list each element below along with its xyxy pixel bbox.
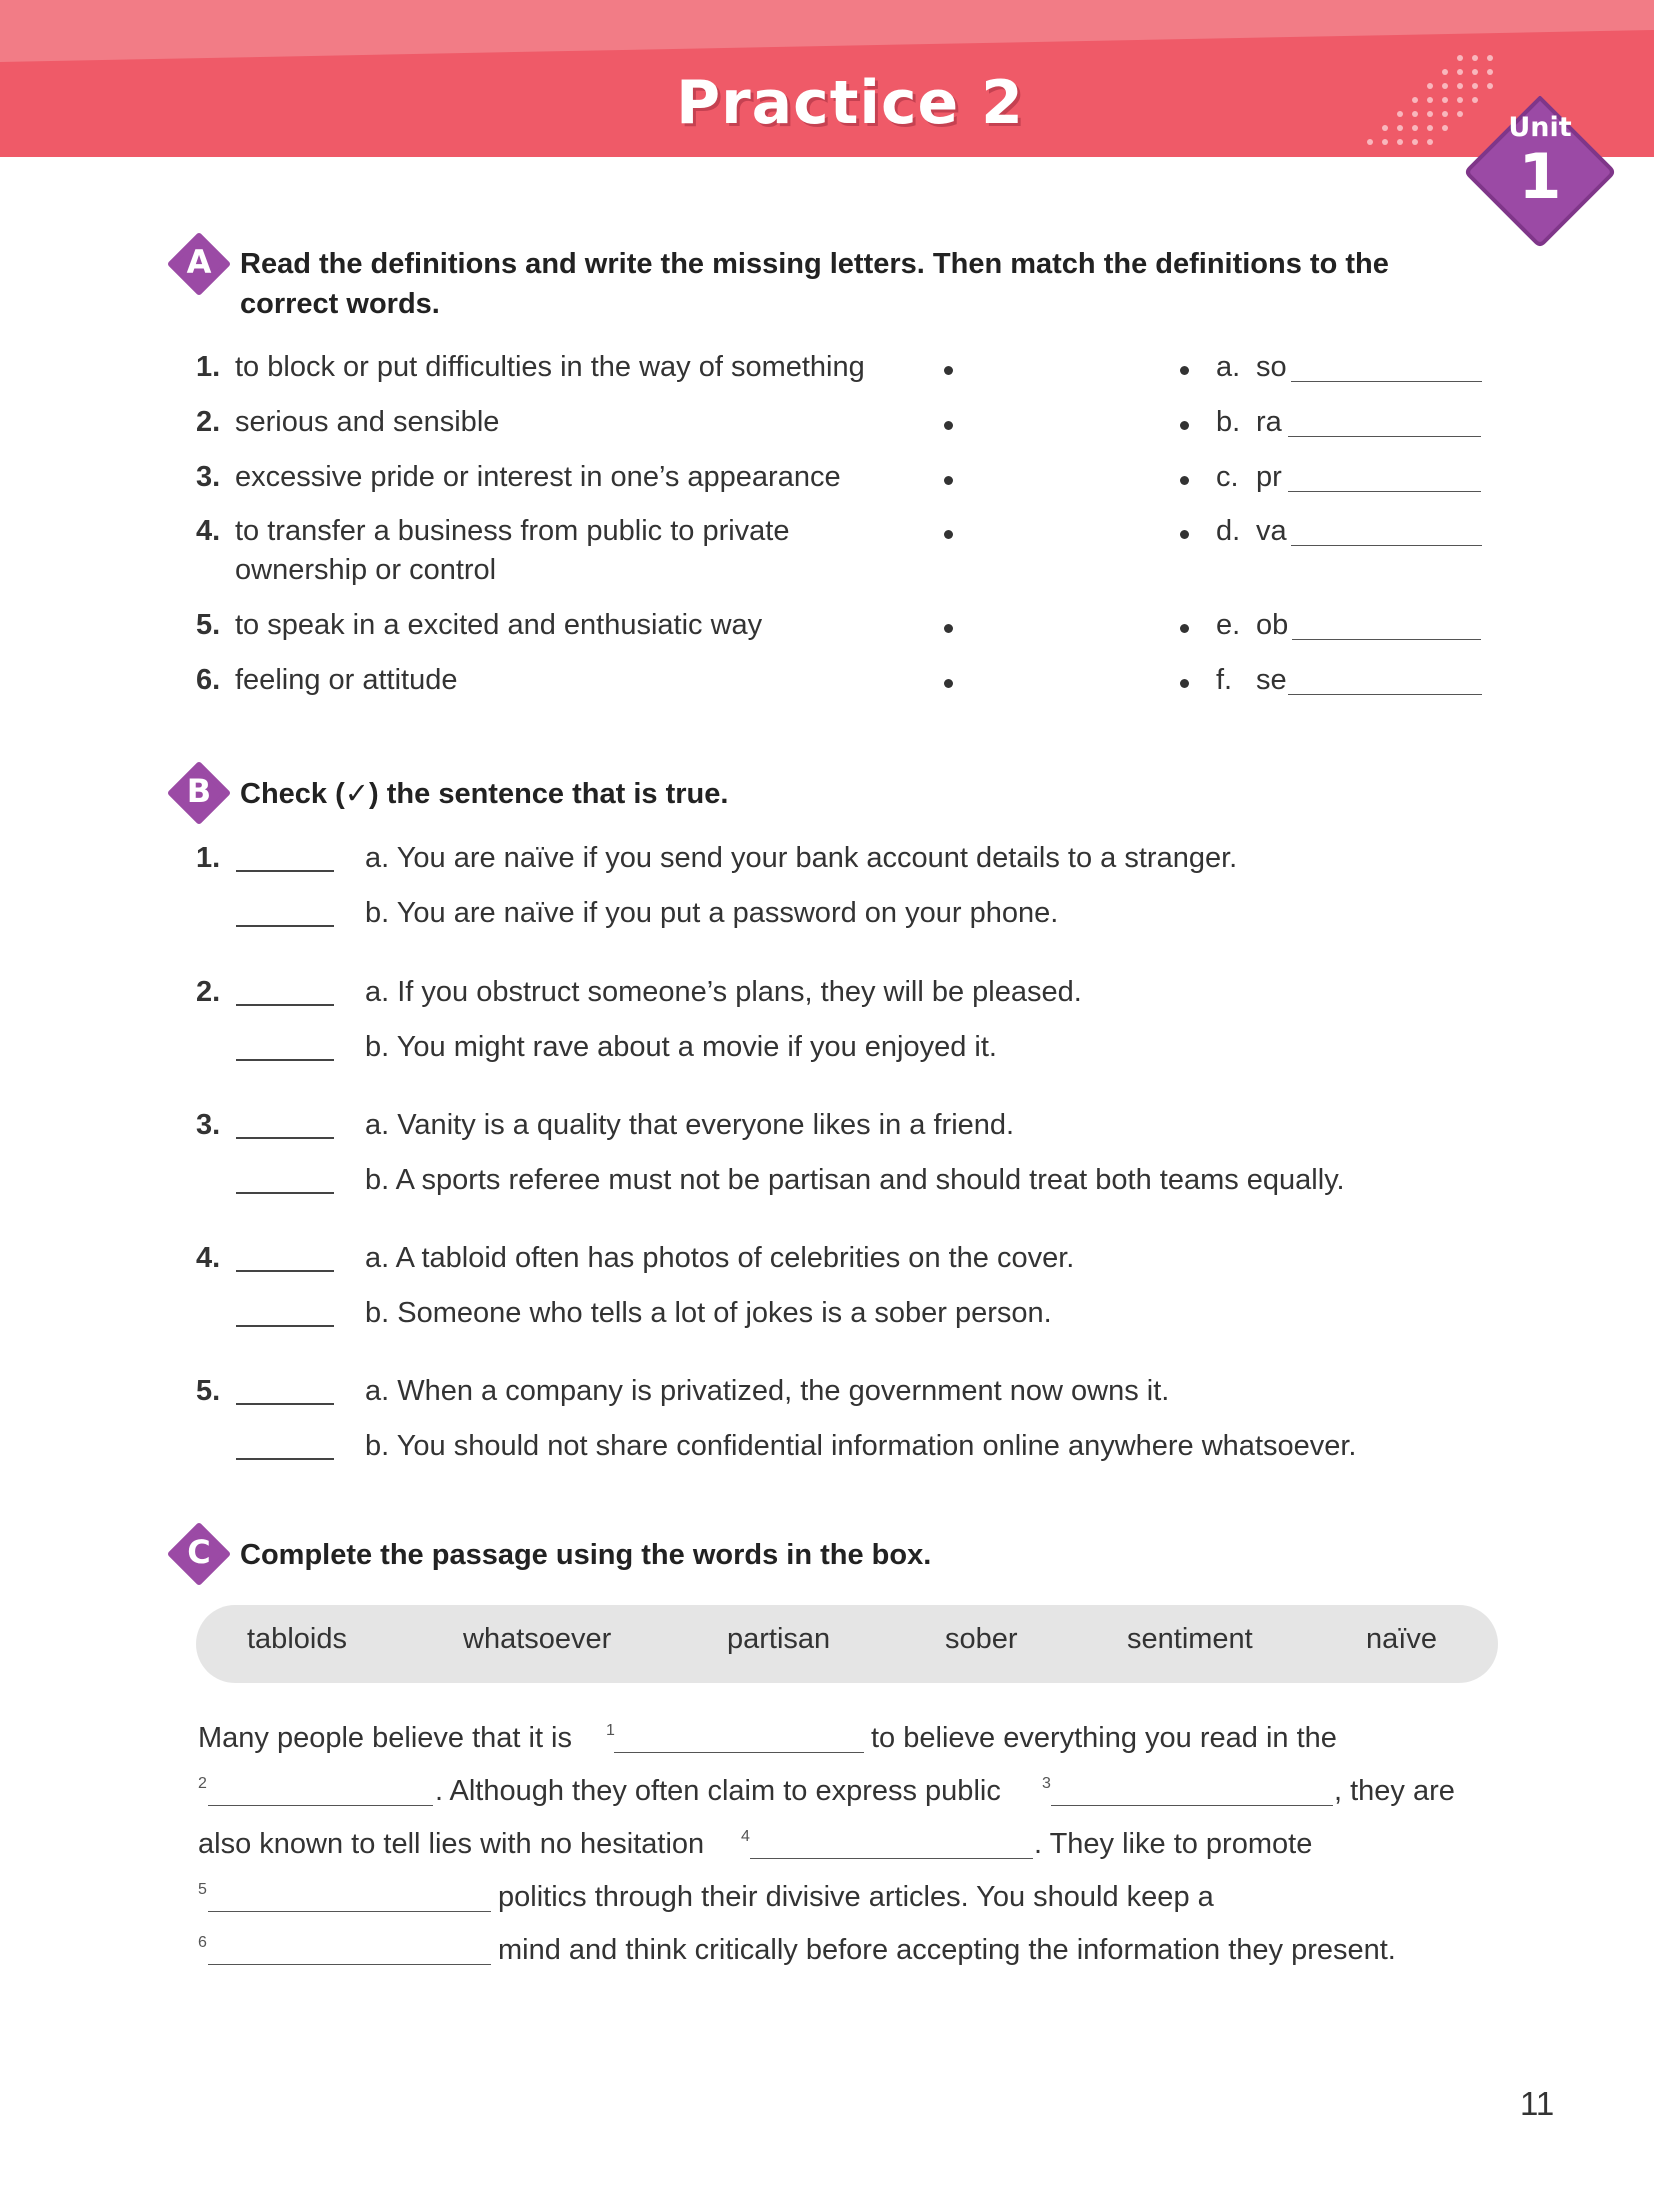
word-completion-blank[interactable] (1288, 694, 1482, 695)
check-option-b: b. You should not share confidential information online anywhere whatsoever. (365, 1430, 1357, 1462)
word-option-letter: b. (1216, 406, 1241, 438)
word-option-start: pr (1256, 461, 1282, 493)
check-option-b: b. A sports referee must not be partisan and should treat both teams equally. (365, 1164, 1345, 1196)
match-dot-right[interactable] (1180, 366, 1189, 375)
passage-text: to believe everything you read in the (871, 1722, 1337, 1754)
passage-text: also known to tell lies with no hesitation (198, 1828, 705, 1860)
blank-number: 2 (198, 1775, 207, 1792)
check-blank[interactable] (236, 1458, 334, 1460)
word-option-letter: d. (1216, 515, 1241, 547)
match-dot-left[interactable] (944, 624, 953, 633)
check-option-a: a. A tabloid often has photos of celebrities on the cover. (365, 1242, 1075, 1274)
blank-number: 6 (198, 1934, 207, 1951)
section-b-instruction: Check (✓) the sentence that is true. (240, 778, 729, 810)
word-box-item: partisan (727, 1623, 831, 1655)
match-dot-left[interactable] (944, 421, 953, 430)
check-option-b: b. Someone who tells a lot of jokes is a sober person. (365, 1297, 1052, 1329)
check-blank[interactable] (236, 1192, 334, 1194)
word-box-item: whatsoever (463, 1623, 612, 1655)
blank-number: 1 (606, 1722, 615, 1739)
word-option-start: so (1256, 351, 1287, 383)
word-option-letter: a. (1216, 351, 1241, 383)
match-dot-left[interactable] (944, 476, 953, 485)
passage-blank[interactable] (614, 1752, 864, 1753)
passage-blank[interactable] (750, 1858, 1033, 1859)
definition-text: feeling or attitude (235, 664, 458, 696)
check-blank[interactable] (236, 1059, 334, 1061)
check-option-a: a. If you obstruct someone’s plans, they will be pleased. (365, 976, 1082, 1008)
match-dot-right[interactable] (1180, 624, 1189, 633)
check-option-a: a. You are naïve if you send your bank account details to a stranger. (365, 842, 1238, 874)
passage-text: politics through their divisive articles. You should keep a (498, 1881, 1214, 1913)
check-blank[interactable] (236, 1325, 334, 1327)
passage-blank[interactable] (1051, 1805, 1333, 1806)
word-completion-blank[interactable] (1291, 545, 1482, 546)
word-box-item: tabloids (247, 1623, 347, 1655)
word-completion-blank[interactable] (1291, 381, 1482, 382)
definition-text: excessive pride or interest in one’s appearance (235, 461, 841, 493)
word-box (196, 1605, 1498, 1683)
section-a-instruction-line-2: correct words. (240, 288, 440, 320)
match-dot-left[interactable] (944, 530, 953, 539)
match-dot-right[interactable] (1180, 476, 1189, 485)
match-dot-right[interactable] (1180, 530, 1189, 539)
match-dot-left[interactable] (944, 366, 953, 375)
match-dot-left[interactable] (944, 679, 953, 688)
passage-blank[interactable] (208, 1911, 491, 1912)
check-item-number: 5. (196, 1375, 221, 1407)
word-option-letter: e. (1216, 609, 1241, 641)
definition-number: 4. (196, 515, 221, 547)
word-completion-blank[interactable] (1292, 639, 1481, 640)
passage-blank[interactable] (208, 1964, 491, 1965)
blank-number: 3 (1042, 1775, 1051, 1792)
check-option-b: b. You might rave about a movie if you enjoyed it. (365, 1031, 997, 1063)
word-option-letter: c. (1216, 461, 1239, 493)
check-blank[interactable] (236, 1403, 334, 1405)
passage-text: . Although they often claim to express public (435, 1775, 1001, 1807)
check-item-number: 3. (196, 1109, 221, 1141)
word-box-item: sentiment (1127, 1623, 1253, 1655)
check-blank[interactable] (236, 1137, 334, 1139)
passage-text: , they are (1334, 1775, 1455, 1807)
definition-number: 2. (196, 406, 221, 438)
word-completion-blank[interactable] (1288, 491, 1481, 492)
check-option-b: b. You are naïve if you put a password on your phone. (365, 897, 1059, 929)
passage-text: mind and think critically before accepting the information they present. (498, 1934, 1396, 1966)
page-title: Practice 2 (676, 68, 1024, 138)
word-option-start: ra (1256, 406, 1282, 438)
passage-text: . They like to promote (1034, 1828, 1313, 1860)
unit-label: Unit (1508, 112, 1572, 143)
section-c-letter: C (187, 1533, 211, 1571)
definition-text-continued: ownership or control (235, 554, 497, 586)
check-option-a: a. Vanity is a quality that everyone likes in a friend. (365, 1109, 1015, 1141)
check-blank[interactable] (236, 1004, 334, 1006)
check-item-number: 2. (196, 976, 221, 1008)
definition-number: 5. (196, 609, 221, 641)
section-a-instruction-line-1: Read the definitions and write the missing letters. Then match the definitions to the (240, 248, 1389, 280)
passage-text: Many people believe that it is (198, 1722, 572, 1754)
definition-text: to transfer a business from public to private (235, 515, 790, 547)
word-box-item: sober (945, 1623, 1018, 1655)
check-item-number: 4. (196, 1242, 221, 1274)
check-blank[interactable] (236, 925, 334, 927)
page-number: 11 (1520, 2085, 1555, 2122)
word-option-start: se (1256, 664, 1287, 696)
passage-blank[interactable] (208, 1805, 433, 1806)
definition-number: 3. (196, 461, 221, 493)
unit-number: 1 (1518, 140, 1562, 213)
word-option-start: ob (1256, 609, 1289, 641)
section-b-letter: B (186, 772, 212, 810)
check-blank[interactable] (236, 1270, 334, 1272)
definition-text: serious and sensible (235, 406, 500, 438)
check-item-number: 1. (196, 842, 221, 874)
definition-number: 6. (196, 664, 221, 696)
word-box-item: naïve (1366, 1623, 1437, 1655)
match-dot-right[interactable] (1180, 679, 1189, 688)
check-blank[interactable] (236, 870, 334, 872)
word-option-start: va (1256, 515, 1287, 547)
word-completion-blank[interactable] (1288, 436, 1481, 437)
definition-text: to block or put difficulties in the way of something (235, 351, 865, 383)
section-c-instruction: Complete the passage using the words in the box. (240, 1539, 932, 1571)
definition-text: to speak in a excited and enthusiatic way (235, 609, 763, 641)
section-a-letter: A (186, 243, 212, 281)
word-option-letter: f. (1216, 664, 1233, 696)
blank-number: 4 (741, 1828, 750, 1845)
check-option-a: a. When a company is privatized, the government now owns it. (365, 1375, 1170, 1407)
match-dot-right[interactable] (1180, 421, 1189, 430)
blank-number: 5 (198, 1881, 207, 1898)
definition-number: 1. (196, 351, 221, 383)
